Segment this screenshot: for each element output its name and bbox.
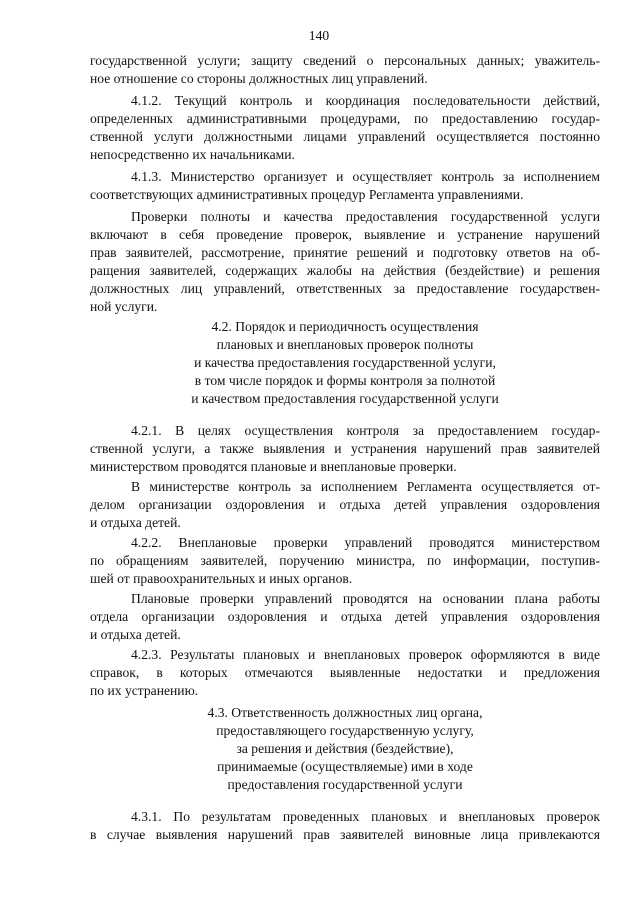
text-line: по их устранению. xyxy=(90,683,199,698)
text-line: В министерстве контроль за исполнением Регламента осуществляется от- xyxy=(131,479,600,494)
text-line: 4.2.3. Результаты плановых и внеплановых проверок оформляются в виде xyxy=(131,647,600,662)
section-heading: в том числе порядок и формы контроля за полнотой xyxy=(194,373,496,388)
text-line: в случае выявления нарушений прав заявителей виновные лица привлекаются xyxy=(90,827,600,842)
text-line: 4.3.1. По результатам проведенных плановых и внеплановых проверок xyxy=(131,809,600,824)
text-line: определенных административными процедурами, по предоставлению государ- xyxy=(90,111,600,126)
section-heading: 4.2. Порядок и периодичность осуществления xyxy=(211,319,479,334)
text-line: Плановые проверки управлений проводятся на основании плана работы xyxy=(131,591,600,606)
text-line: и отдыха детей. xyxy=(90,627,181,642)
page-number: 140 xyxy=(308,28,330,43)
text-line: делом организации оздоровления и отдыха детей управления оздоровления xyxy=(90,497,600,512)
text-line: 4.1.3. Министерство организует и осуществляет контроль за исполнением xyxy=(131,169,600,184)
text-line: включают в себя проведение проверок, выявление и устранение нарушений xyxy=(90,227,600,242)
text-line: по обращениям заявителей, поручению министра, по информации, поступив- xyxy=(90,553,600,568)
text-line: отдела организации оздоровления и отдыха детей управления оздоровления xyxy=(90,609,600,624)
text-line: 4.2.2. Внеплановые проверки управлений проводятся министерством xyxy=(131,535,600,550)
section-heading: плановых и внеплановых проверок полноты xyxy=(216,337,474,352)
text-line: должностных лиц управлений, ответственных за предоставление государствен- xyxy=(90,281,600,296)
text-line: ной услуги. xyxy=(90,299,158,314)
text-line: непосредственно их начальниками. xyxy=(90,147,295,162)
section-heading: 4.3. Ответственность должностных лиц органа, xyxy=(207,705,483,720)
text-line: ное отношение со стороны должностных лиц управлений. xyxy=(90,71,428,86)
section-heading: за решения и действия (бездействие), xyxy=(236,741,454,756)
text-line: и отдыха детей. xyxy=(90,515,181,530)
text-line: ственной услуги должностными лицами управлений осуществляется постоянно xyxy=(90,129,600,144)
text-line: соответствующих административных процедур Регламента управлениями. xyxy=(90,187,524,202)
text-line: ственной услуги, а также выявления и устранения нарушений прав заявителей xyxy=(90,441,600,456)
text-line: 4.2.1. В целях осуществления контроля за предоставлением государ- xyxy=(131,423,600,438)
section-heading: предоставляющего государственную услугу, xyxy=(216,723,474,738)
text-line: шей от правоохранительных и иных органов. xyxy=(90,571,353,586)
text-line: Проверки полноты и качества предоставления государственной услуги xyxy=(131,209,600,224)
section-heading: и качеством предоставления государственной услуги xyxy=(191,391,499,406)
section-heading: принимаемые (осуществляемые) ими в ходе xyxy=(217,759,473,774)
section-heading: предоставления государственной услуги xyxy=(227,777,463,792)
text-line: справок, в которых отмечаются выявленные недостатки и предложения xyxy=(90,665,600,680)
text-line: прав заявителей, рассмотрение, принятие решений и подготовку ответов на об- xyxy=(90,245,600,260)
text-line: государственной услуги; защиту сведений о персональных данных; уважитель- xyxy=(90,53,600,68)
section-heading: и качества предоставления государственной услуги, xyxy=(194,355,496,370)
text-line: 4.1.2. Текущий контроль и координация последовательности действий, xyxy=(131,93,600,108)
text-line: министерством проводятся плановые и внеплановые проверки. xyxy=(90,459,457,474)
text-line: ращения заявителей, содержащих жалобы на действия (бездействие) и решения xyxy=(90,263,600,278)
